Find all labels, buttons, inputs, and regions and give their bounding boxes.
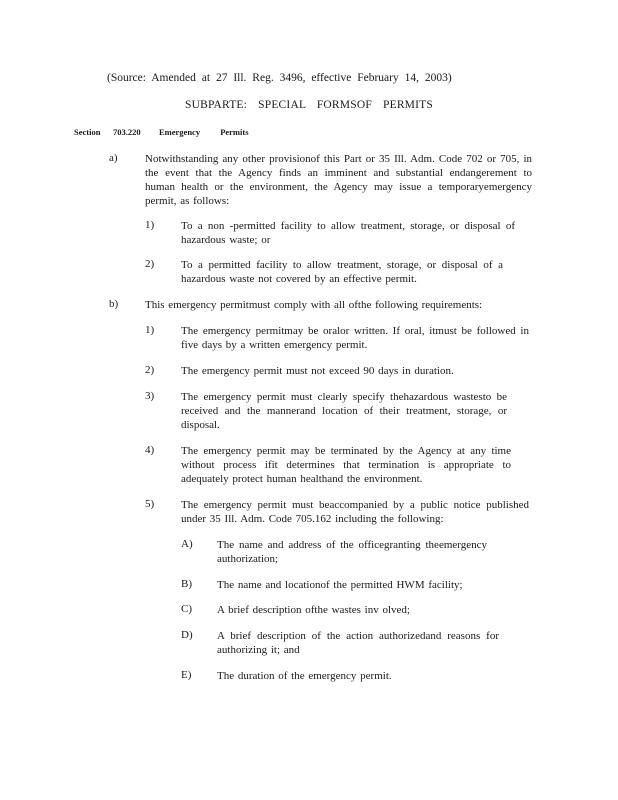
item-b2-text: The emergency permit must not exceed 90 days in duration. [181,365,454,377]
subitem-B-text: The name and locationof the permitted HWM facility; [217,579,463,591]
subitem-E-marker: E) [181,669,192,681]
item-b3-marker: 3) [145,390,155,402]
subitem-A-text: The name and address of the officegranting theemergency authorization; [217,539,487,565]
item-b4-marker: 4) [145,444,155,456]
item-b3-text: The emergency permit must clearly specify thehazardous wastesto be received and the mannerand location of their treatment, storage, or disposal. [181,391,507,431]
subsection-a-text: Notwithstanding any other provisionof this Part or 35 Ill. Adm. Code 702 or 705, in the event that the Agency finds an imminent and substantial endangerement to human health or the environment, the Agency may issue a temporaryemergency permit, as follows: [145,153,532,207]
subitem-C-text: A brief description ofthe wastes inv olved; [217,604,410,616]
item-b5-marker: 5) [145,498,155,510]
subitem-D-text: A brief description of the action authorizedand reasons for authorizing it; and [217,630,499,656]
subsection-b-marker: b) [109,298,119,310]
source-note: (Source: Amended at 27 Ill. Reg. 3496, effective February 14, 2003) [107,72,452,84]
subsection-b-text: This emergency permitmust comply with all ofthe following requirements: [145,299,483,311]
subitem-A-marker: A) [181,538,193,550]
item-b2-marker: 2) [145,364,155,376]
section-label: Section [74,127,101,137]
subitem-D-marker: D) [181,629,193,641]
item-a1-text: To a non -permitted facility to allow treatment, storage, or disposal of hazardous waste; or [181,220,515,246]
section-title: Emergency Permits [159,127,249,137]
item-a1-marker: 1) [145,219,155,231]
subpart-heading: SUBPARTE: SPECIAL FORMSOF PERMITS [185,99,433,111]
item-b5-text: The emergency permit must beaccompanied by a public notice published under 35 Ill. Adm. Code 705.162 including the following: [181,499,529,525]
item-b1-marker: 1) [145,324,155,336]
item-b1-text: The emergency permitmay be oralor written. If oral, itmust be followed in five days by a written emergency permit. [181,325,529,351]
subitem-E-text: The duration of the emergency permit. [217,670,392,682]
subsection-a-marker: a) [109,152,118,164]
item-b4-text: The emergency permit may be terminated by the Agency at any time without process ifit determines that termination is appropriate to adequately protect human healthand the environment. [181,445,511,485]
section-number: 703.220 [113,127,141,137]
item-a2-text: To a permitted facility to allow treatment, storage, or disposal of a hazardous waste not covered by an effective permit. [181,259,503,285]
item-a2-marker: 2) [145,258,155,270]
subitem-C-marker: C) [181,603,192,615]
subitem-B-marker: B) [181,578,192,590]
